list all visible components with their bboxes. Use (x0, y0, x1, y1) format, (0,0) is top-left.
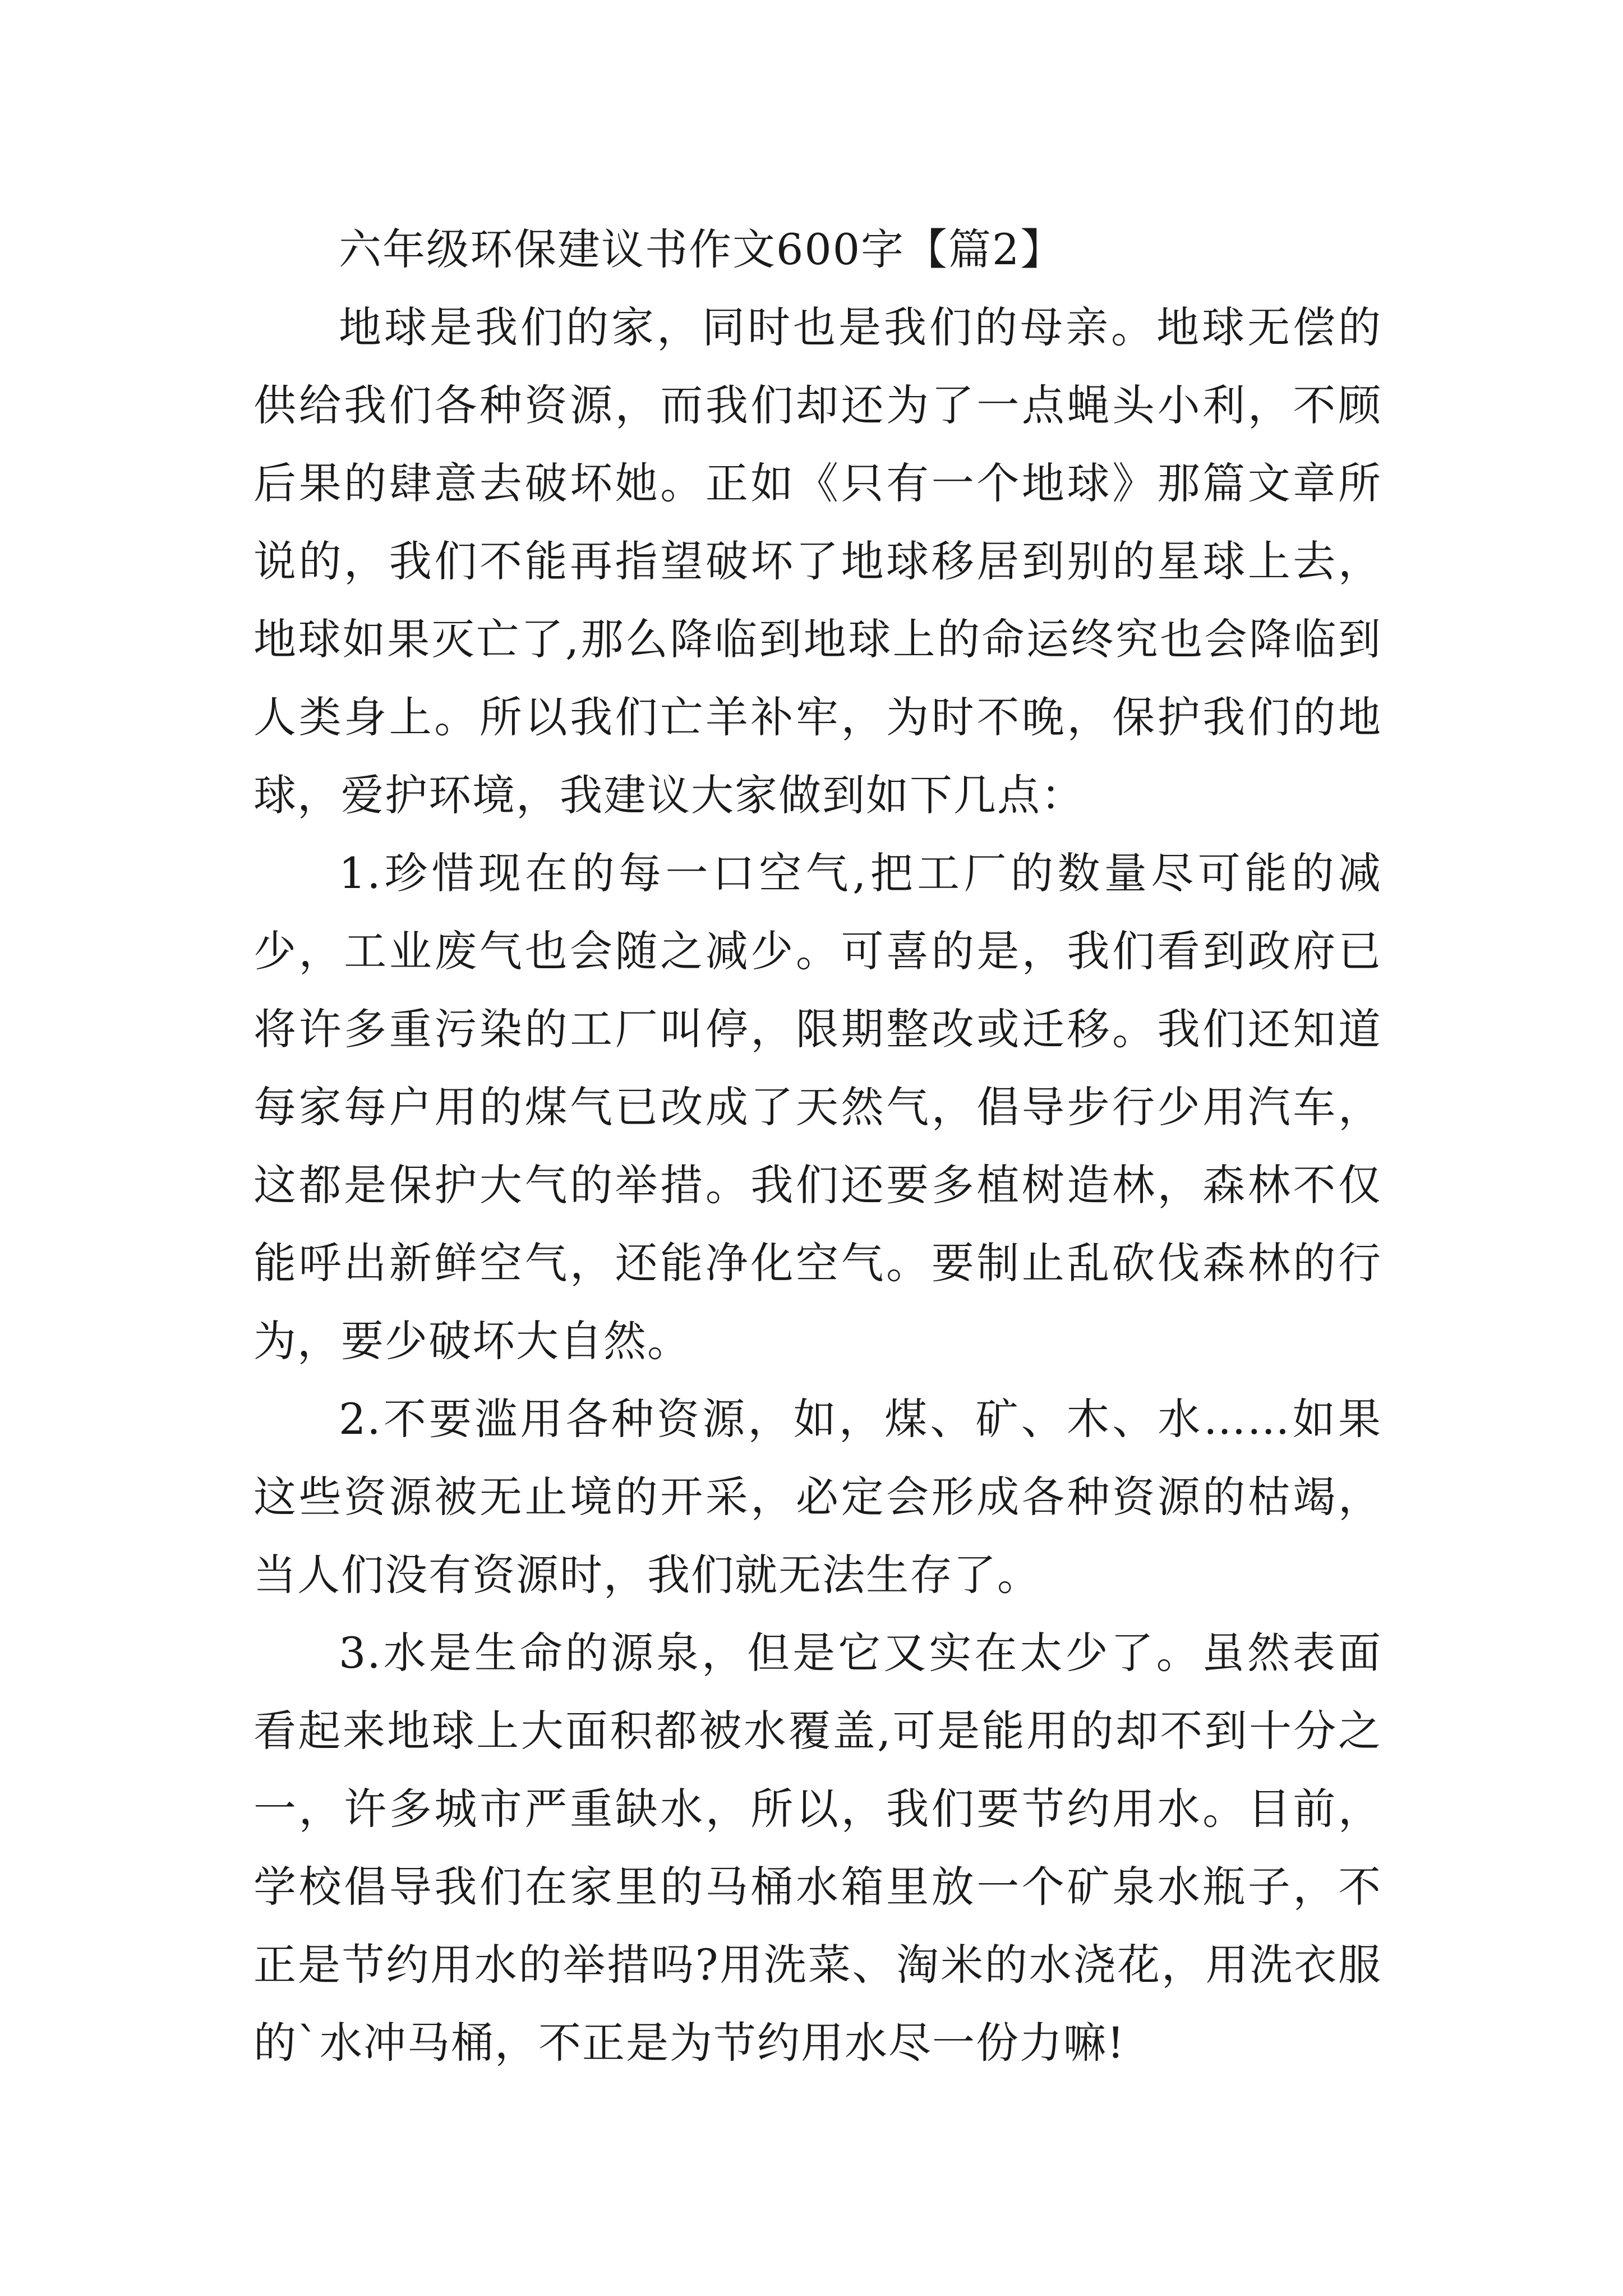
paragraph-point-3: 3.水是生命的源泉，但是它又实在太少了。虽然表面看起来地球上大面积都被水覆盖,可是能用的却不到十分之一，许多城市严重缺水，所以，我们要节约用水。目前，学校倡导我们在家里的马桶水箱里放一个矿泉水瓶子，不正是节约用水的举措吗?用洗菜、淘米的水浇花，用洗衣服的`水冲马桶，不正是为节约用水尽一份力嘛! (253, 1628, 1382, 2068)
article-body (253, 210, 1382, 2082)
paragraph-intro: 地球是我们的家，同时也是我们的母亲。地球无偿的供给我们各种资源，而我们却还为了一点蝇头小利，不顾后果的肆意去破坏她。正如《只有一个地球》那篇文章所说的，我们不能再指望破坏了地球移居到别的星球上去，地球如果灭亡了,那么降临到地球上的命运终究也会降临到人类身上。所以我们亡羊补牢，为时不晚，保护我们的地球，爱护环境，我建议大家做到如下几点： (253, 302, 1382, 820)
paragraph-point-1: 1.珍惜现在的每一口空气,把工厂的数量尽可能的减少，工业废气也会随之减少。可喜的是，我们看到政府已将许多重污染的工厂叫停，限期整改或迁移。我们还知道每家每户用的煤气已改成了天然气，倡导步行少用汽车，这都是保护大气的举措。我们还要多植树造林，森林不仅能呼出新鲜空气，还能净化空气。要制止乱砍伐森林的行为，要少破坏大自然。 (253, 848, 1382, 1366)
article-title: 六年级环保建议书作文600字【篇2】 (339, 224, 1064, 274)
paragraph-point-2: 2.不要滥用各种资源，如，煤、矿、木、水……如果这些资源被无止境的开采，必定会形成各种资源的枯竭，当人们没有资源时，我们就无法生存了。 (253, 1394, 1382, 1600)
